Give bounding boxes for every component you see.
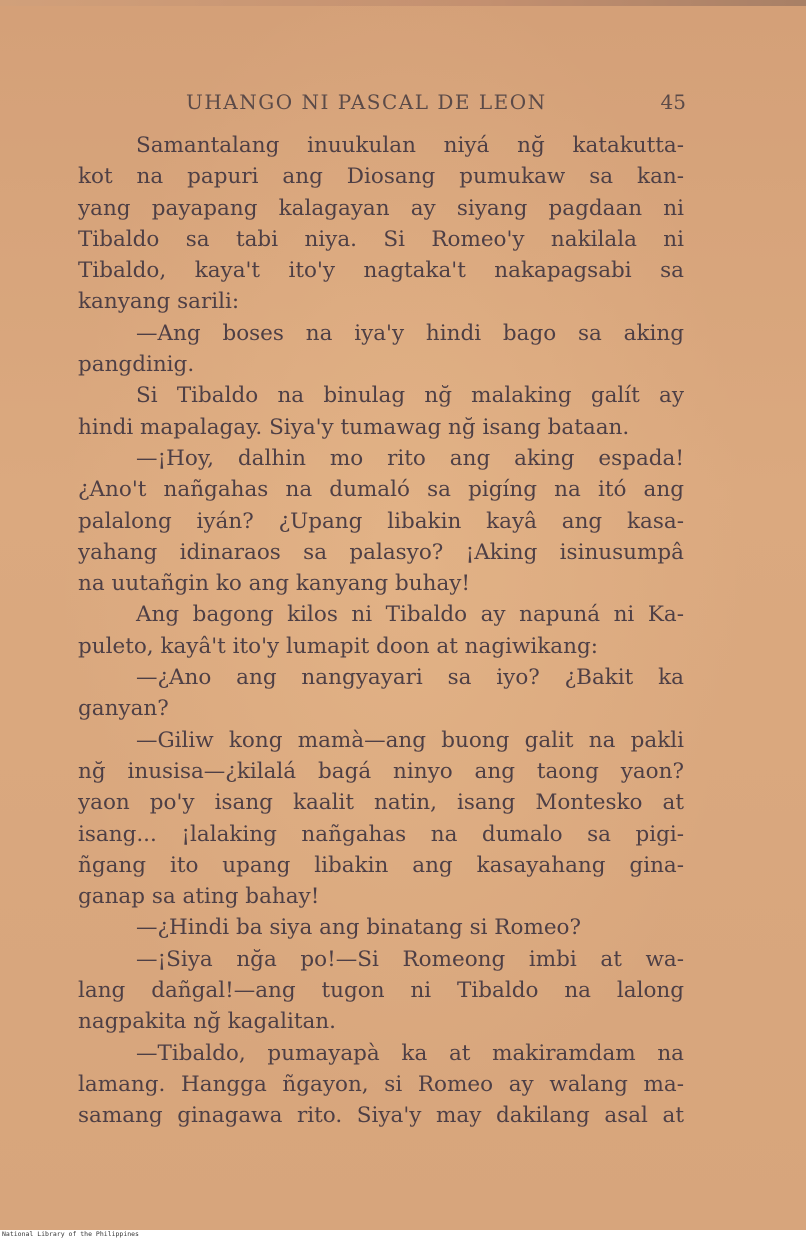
text-line: ñgang ito upang libakin ang kasayahang gina- [78,852,684,878]
text-line: —¿Ano ang nangyayari sa iyo? ¿Bakit ka [136,665,684,691]
running-head-title: UHANGO NI PASCAL DE LEON [186,90,547,114]
text-line: kot na papuri ang Diosang pumukaw sa kan- [78,164,684,190]
page-number: 45 [660,90,686,114]
text-line: yahang idinaraos sa palasyo? ¡Aking isinusumpâ [78,539,684,565]
text-line: lang dañgal!—ang tugon ni Tibaldo na lalong [78,978,684,1004]
text-line: nagpakita nğ kagalitan. [78,1009,336,1035]
text-line: Samantalang inuukulan niyá nğ katakutta- [136,133,684,158]
text-line: Si Tibaldo na binulag nğ malaking galít ay [136,383,684,409]
text-line: ¿Ano't nañgahas na dumaló sa pigíng na itó ang [78,477,684,503]
body-text [78,130,684,1132]
page-top-edge [0,0,806,6]
text-line: —Giliw kong mamà—ang buong galit na pakli [136,727,684,753]
text-line: —Ang boses na iya'y hindi bago sa aking [136,320,684,346]
text-line: ganap sa ating bahay! [78,884,320,910]
text-line: ganyan? [78,696,169,722]
text-line: Tibaldo, kaya't ito'y nagtaka't nakapagsabi sa [78,258,684,284]
text-line: —¿Hindi ba siya ang binatang si Romeo? [136,915,582,941]
text-line: puleto, kayâ't ito'y lumapit doon at nagiwikang: [78,633,598,659]
text-line: Ang bagong kilos ni Tibaldo ay napuná ni Ka- [136,602,684,628]
text-line: kanyang sarili: [78,289,240,315]
text-line: —Tibaldo, pumayapà ka at makiramdam na [136,1040,684,1066]
text-line: pangdinig. [78,352,195,378]
text-line: isang... ¡lalaking nañgahas na dumalo sa pigi- [78,821,684,847]
text-line: nğ inusisa—¿kilalá bagá ninyo ang taong yaon? [78,758,684,784]
text-line: yaon po'y isang kaalit natin, isang Montesko at [78,790,684,816]
text-line: —¡Siya nğa po!—Si Romeong imbi at wa- [136,946,684,972]
text-line: Tibaldo sa tabi niya. Si Romeo'y nakilala ni [78,226,684,252]
text-line: —¡Hoy, dalhin mo rito ang aking espada! [136,445,684,471]
footer-credit: National Library of the Philippines [2,1230,139,1238]
text-line: hindi mapalagay. Siya'y tumawag nğ isang bataan. [78,414,630,440]
text-line: palalong iyán? ¿Upang libakin kayâ ang kasa- [78,508,684,534]
text-line: samang ginagawa rito. Siya'y may dakilang asal at [78,1103,684,1129]
text-line: na uutañgin ko ang kanyang buhay! [78,571,471,597]
text-line: yang payapang kalagayan ay siyang pagdaan ni [78,195,684,221]
text-line: lamang. Hangga ñgayon, si Romeo ay walang ma- [78,1071,684,1097]
